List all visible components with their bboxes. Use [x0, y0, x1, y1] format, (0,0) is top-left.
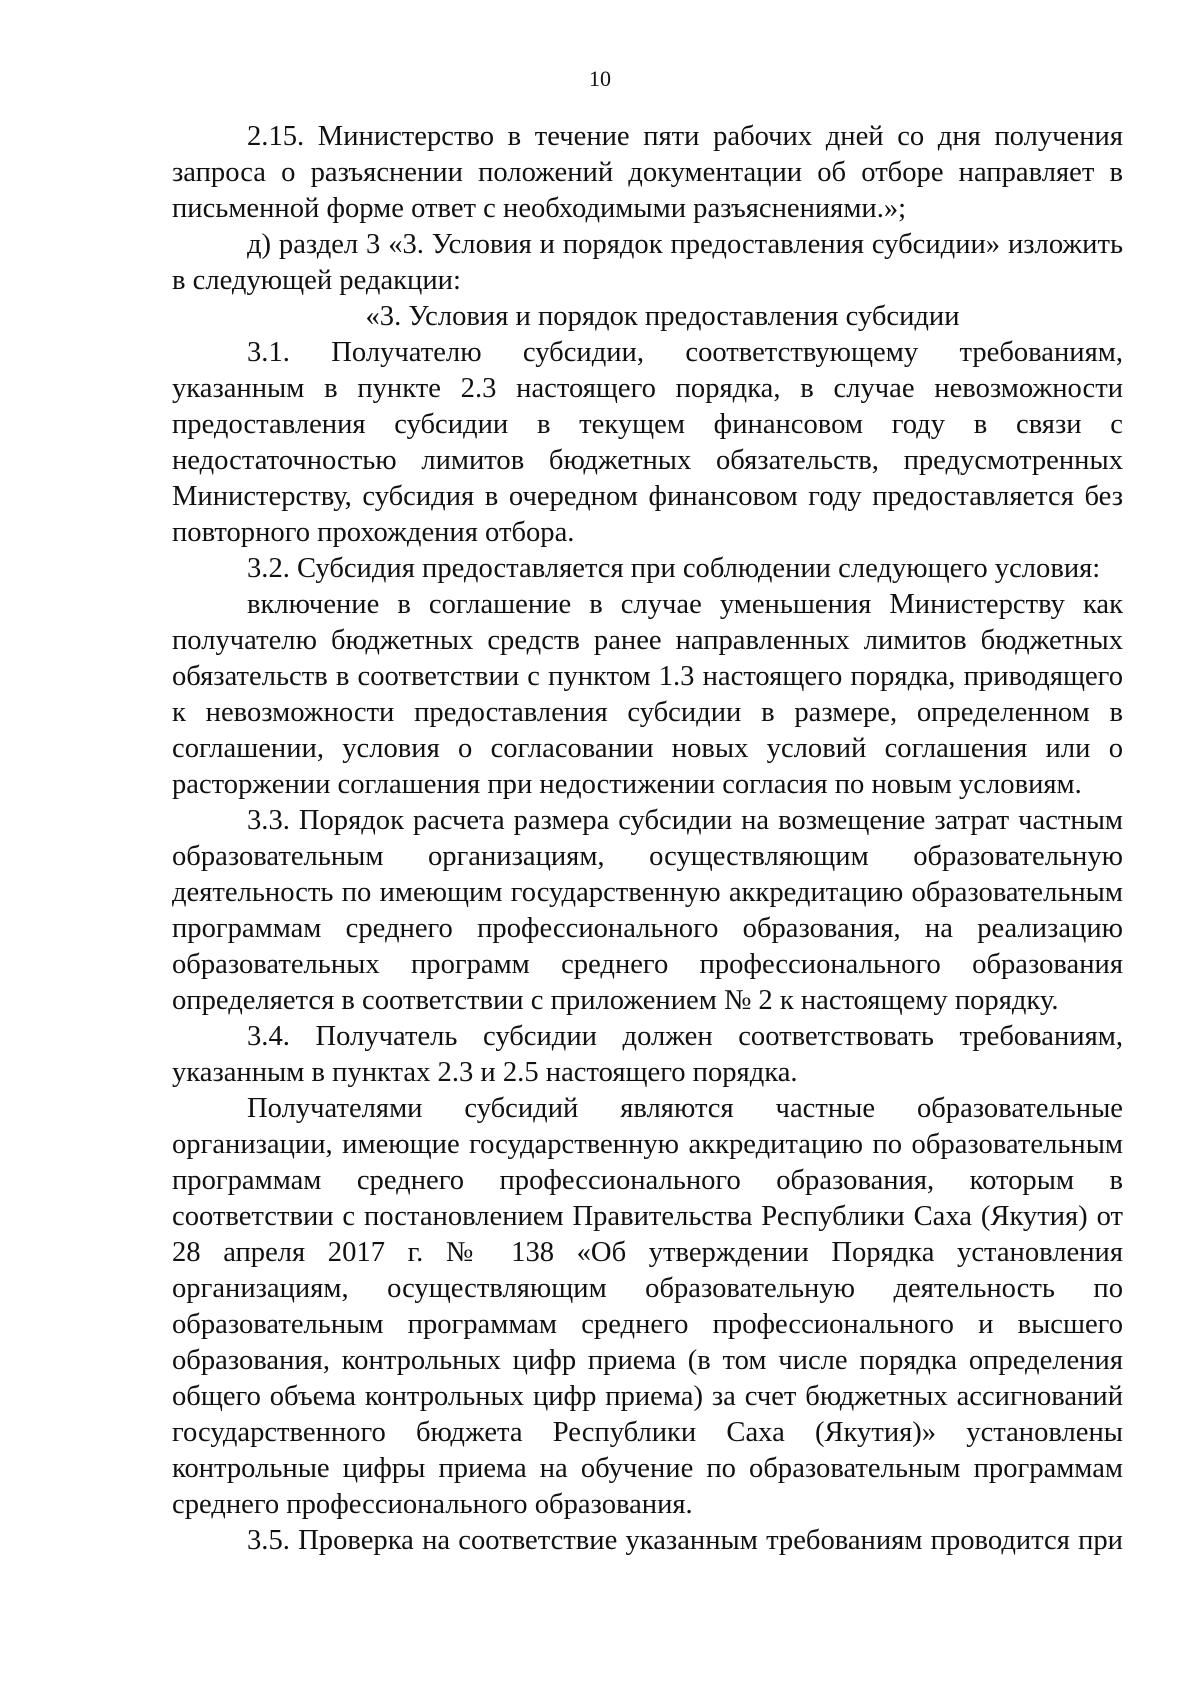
paragraph-3-4: 3.4. Получатель субсидии должен соответствовать требованиям, указанным в пунктах 2.3 и 2.5 настоящего порядка.: [172, 1021, 1123, 1088]
document-body: [172, 119, 1123, 1559]
paragraph-3-2-condition: включение в соглашение в случае уменьшения Министерству как получателю бюджетных средств ранее направленных лимитов бюджетных обязательств в соответствии с пунктом 1.3 настоящего порядка, приводящего к невозможности предоставления субсидии в размере, определенном в соглашении, условия о согласовании новых условий соглашения или о расторжении соглашения при недостижении согласия по новым условиям.: [172, 589, 1123, 800]
section-3-heading: «3. Условия и порядок предоставления субсидии: [365, 301, 960, 332]
page-number: 10: [589, 66, 611, 91]
paragraph-3-5: 3.5. Проверка на соответствие указанным требованиям проводится при: [247, 1525, 1123, 1556]
paragraph-amendment-d: д) раздел 3 «3. Условия и порядок предоставления субсидии» изложить в следующей редакции:: [172, 229, 1123, 296]
paragraph-recipients: Получателями субсидий являются частные образовательные организации, имеющие государственную аккредитацию по образовательным программам среднего профессионального образования, которым в соответствии с постановлением Правительства Республики Саха (Якутия) от 28 апреля 2017 г. № 138 «Об утверждении Порядка установления организациям, осуществляющим образовательную деятельность по образовательным программам среднего профессионального и высшего образования, контрольных цифр приема (в том числе порядка определения общего объема контрольных цифр приема) за счет бюджетных ассигнований государственного бюджета Республики Саха (Якутия)» установлены контрольные цифры приема на обучение по образовательным программам среднего профессионального образования.: [172, 1093, 1123, 1520]
paragraph-3-3: 3.3. Порядок расчета размера субсидии на возмещение затрат частным образовательным организациям, осуществляющим образовательную деятельность по имеющим государственную аккредитацию образовательным программам среднего профессионального образования, на реализацию образовательных программ среднего профессионального образования определяется в соответствии с приложением № 2 к настоящему порядку.: [172, 805, 1123, 1016]
paragraph-2-15: 2.15. Министерство в течение пяти рабочих дней со дня получения запроса о разъяснении положений документации об отборе направляет в письменной форме ответ с необходимыми разъяснениями.»;: [172, 121, 1123, 224]
paragraph-3-2: 3.2. Субсидия предоставляется при соблюдении следующего условия:: [247, 553, 1101, 584]
paragraph-3-1: 3.1. Получателю субсидии, соответствующему требованиям, указанным в пункте 2.3 настоящего порядка, в случае невозможности предоставления субсидии в текущем финансовом году в связи с недостаточностью лимитов бюджетных обязательств, предусмотренных Министерству, субсидия в очередном финансовом году предоставляется без повторного прохождения отбора.: [172, 337, 1123, 548]
